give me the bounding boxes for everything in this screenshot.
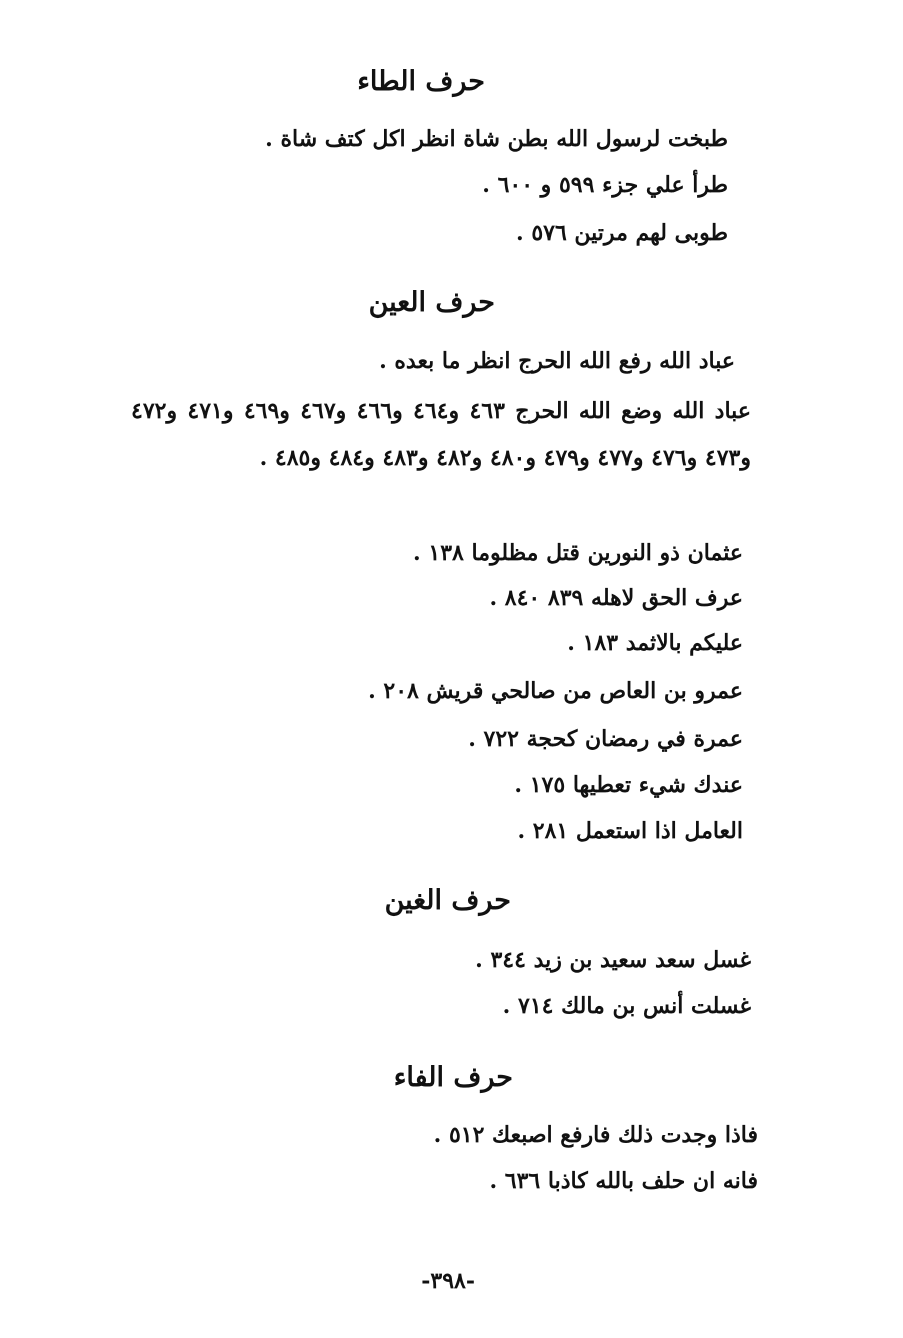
index-entry: غسل سعد سعيد بن زيد ٣٤٤ . — [475, 947, 751, 973]
index-entry: العامل اذا استعمل ٢٨١ . — [517, 818, 743, 844]
index-entry: طرأ علي جزء ٥٩٩ و ٦٠٠ . — [482, 172, 728, 198]
page-number: -٣٩٨- — [421, 1268, 475, 1294]
index-entry: فاذا وجدت ذلك فارفع اصبعك ٥١٢ . — [433, 1122, 758, 1148]
index-entry: عليكم بالاثمد ١٨٣ . — [567, 630, 743, 656]
section-heading-ayn: حرف العين — [368, 287, 495, 318]
index-entry-multiline: عباد الله وضع الله الحرج ٤٦٣ و٤٦٤ و٤٦٦ و٤٦٧ و٤٦٩ و٤٧١ و٤٧٢ و٤٧٣ و٤٧٦ و٤٧٧ و٤٧٩ و٤٨٠ و٤٨٢ و٤٨٣ و٤٨٤ و٤٨٥ . — [131, 398, 751, 471]
index-entry: عباد الله رفع الله الحرج انظر ما بعده . — [379, 348, 735, 374]
section-heading-ta: حرف الطاء — [357, 66, 485, 97]
section-heading-fa: حرف الفاء — [393, 1062, 513, 1093]
index-entry: عمرة في رمضان كحجة ٧٢٢ . — [468, 726, 743, 752]
index-entry: عمرو بن العاص من صالحي قريش ٢٠٨ . — [368, 678, 743, 704]
section-heading-ghayn: حرف الغين — [384, 885, 511, 916]
index-entry: فانه ان حلف بالله كاذبا ٦٣٦ . — [489, 1168, 758, 1194]
index-entry: عثمان ذو النورين قتل مظلوما ١٣٨ . — [413, 540, 743, 566]
index-entry: عرف الحق لاهله ٨٣٩ ٨٤٠ . — [489, 585, 743, 611]
index-entry: طبخت لرسول الله بطن شاة انظر اكل كتف شاة . — [265, 126, 728, 152]
index-entry: غسلت أنس بن مالك ٧١٤ . — [502, 993, 751, 1019]
index-entry: طوبى لهم مرتين ٥٧٦ . — [515, 220, 728, 246]
index-entry: عندك شيء تعطيها ١٧٥ . — [514, 772, 743, 798]
